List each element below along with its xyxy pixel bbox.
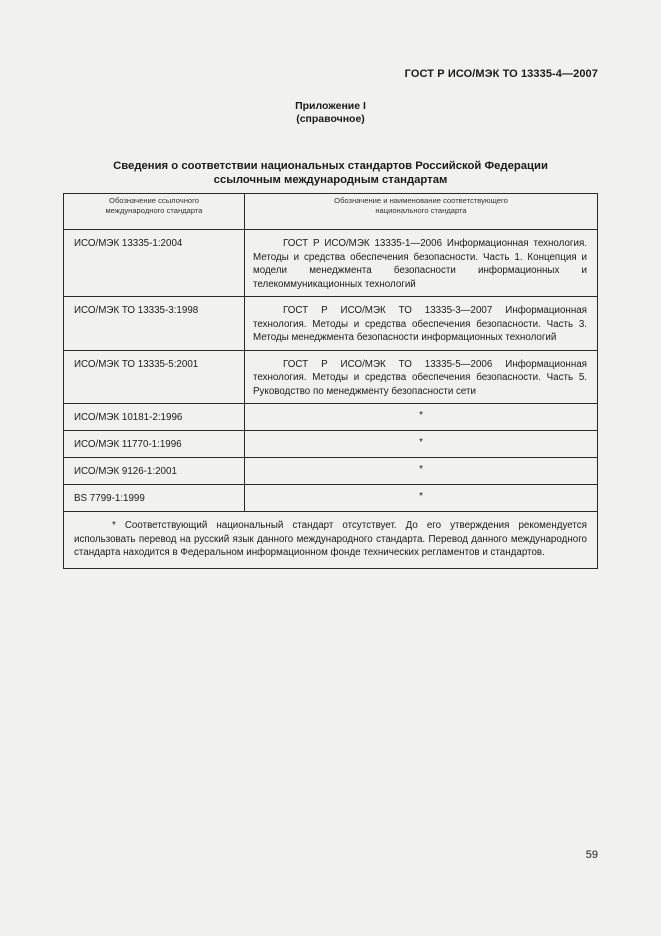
reference-standard: ИСО/МЭК ТО 13335-3:1998: [64, 297, 245, 351]
table-title-line-2: ссылочным международным стандартам: [213, 174, 448, 186]
table-row: [64, 431, 598, 458]
appendix-heading: [0, 100, 661, 126]
appendix-subtitle: (справочное): [296, 113, 365, 125]
table-row: [64, 230, 598, 297]
table-row: [64, 297, 598, 351]
reference-standard: ИСО/МЭК ТО 13335-5:2001: [64, 350, 245, 404]
table-title: [0, 159, 661, 187]
national-standard: ГОСТ Р ИСО/МЭК ТО 13335-5—2006 Информационная технология. Методы и средства обеспечения безопасности. Часть 5. Руководство по менеджменту безопасности сети: [245, 350, 598, 404]
table-title-line-1: Сведения о соответствии национальных стандартов Российской Федерации: [113, 160, 548, 172]
reference-standard: ИСО/МЭК 10181-2:1996: [64, 404, 245, 431]
table-row: [64, 404, 598, 431]
reference-standard: ИСО/МЭК 11770-1:1996: [64, 431, 245, 458]
running-header: ГОСТ Р ИСО/МЭК ТО 13335-4—2007: [404, 68, 598, 80]
national-standard: ГОСТ Р ИСО/МЭК ТО 13335-3—2007 Информационная технология. Методы и средства обеспечения безопасности. Часть 3. Методы менеджмента безопасности информационных технологий: [245, 297, 598, 351]
col-header-national: Обозначение и наименование соответствующего национального стандарта: [245, 194, 598, 230]
national-standard: *: [245, 485, 598, 512]
reference-standard: BS 7799-1:1999: [64, 485, 245, 512]
reference-standard: ИСО/МЭК 9126-1:2001: [64, 458, 245, 485]
national-standard: *: [245, 431, 598, 458]
national-standard: *: [245, 404, 598, 431]
table-row: [64, 350, 598, 404]
table-header-row: [64, 194, 598, 230]
footnote-row: [64, 512, 598, 569]
national-standard: *: [245, 458, 598, 485]
footnote: * Соответствующий национальный стандарт отсутствует. До его утверждения рекомендуется использовать перевод на русский язык данного международного стандарта. Перевод данного международного стандарта находится в Федеральном информационном фонде технических регламентов и стандартов.: [64, 512, 598, 569]
national-standard: ГОСТ Р ИСО/МЭК 13335-1—2006 Информационная технология. Методы и средства обеспечения безопасности. Часть 1. Концепция и модели менеджмента безопасности информационных и телекоммуникационных технологий: [245, 230, 598, 297]
table-row: [64, 485, 598, 512]
table-row: [64, 458, 598, 485]
correspondence-table: [63, 193, 598, 569]
reference-standard: ИСО/МЭК 13335-1:2004: [64, 230, 245, 297]
col-header-reference: Обозначение ссылочного международного стандарта: [64, 194, 245, 230]
appendix-title: Приложение I: [295, 100, 366, 112]
page-number: 59: [585, 849, 598, 861]
